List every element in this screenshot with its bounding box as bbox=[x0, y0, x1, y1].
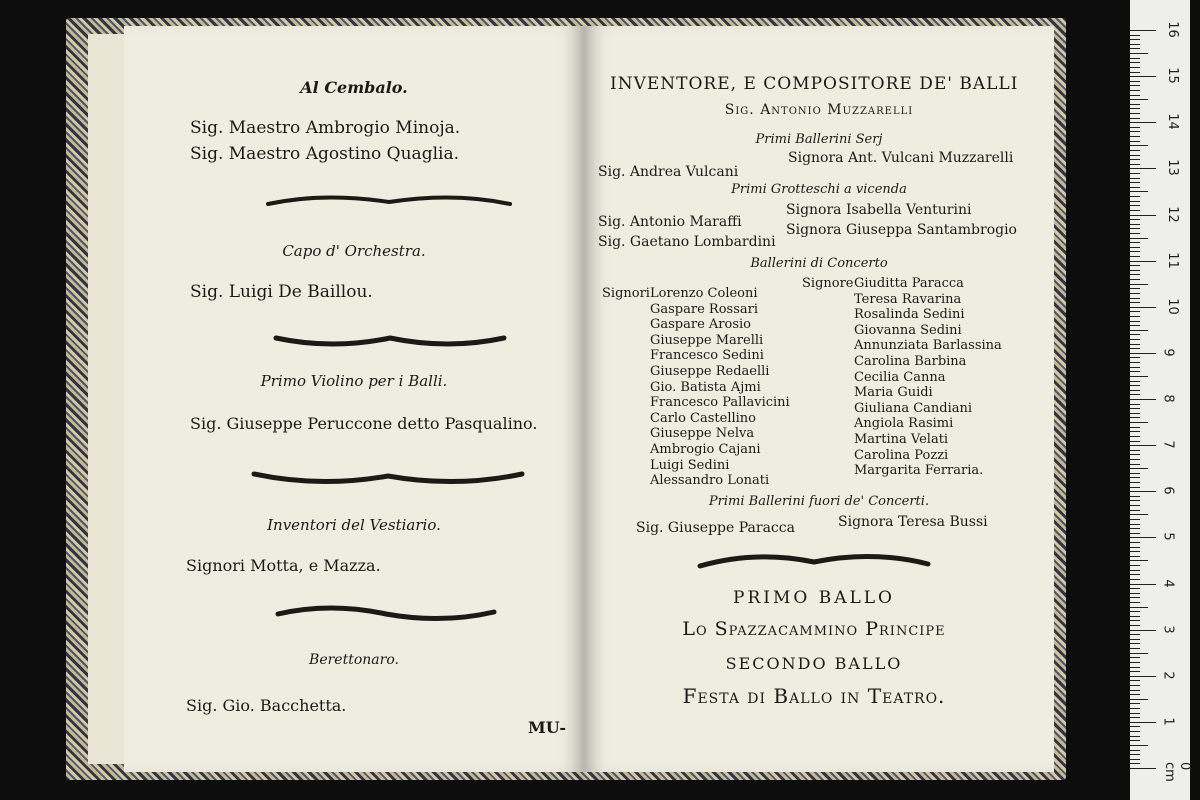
ruler-minor-tick bbox=[1130, 699, 1148, 700]
ruler-minor-tick bbox=[1130, 288, 1140, 289]
ruler-minor-tick bbox=[1130, 72, 1140, 73]
ruler-minor-tick bbox=[1130, 514, 1148, 515]
ruler-minor-tick bbox=[1130, 487, 1140, 488]
ruler-minor-tick bbox=[1130, 136, 1140, 137]
grotteschi-right-2: Signora Giuseppa Santambrogio bbox=[786, 222, 1017, 238]
ruler-minor-tick bbox=[1130, 694, 1140, 695]
ruler-minor-tick bbox=[1130, 201, 1140, 202]
ruler-minor-tick bbox=[1130, 653, 1148, 654]
grotteschi-right-1: Signora Isabella Venturini bbox=[786, 202, 972, 218]
ruler-minor-tick bbox=[1130, 556, 1140, 557]
ruler-minor-tick bbox=[1130, 662, 1140, 663]
ruler-minor-tick bbox=[1130, 302, 1140, 303]
ruler-minor-tick bbox=[1130, 44, 1140, 45]
ruler-label: 8 bbox=[1160, 394, 1176, 403]
ruler-minor-tick bbox=[1130, 759, 1140, 760]
ruler-minor-tick bbox=[1130, 242, 1140, 243]
ruler-label: 4 bbox=[1160, 578, 1176, 588]
ruler-minor-tick bbox=[1130, 708, 1140, 709]
ruler-minor-tick bbox=[1130, 371, 1140, 372]
ruler-label: 5 bbox=[1160, 532, 1176, 542]
ruler-tick bbox=[1130, 353, 1156, 354]
ruler-minor-tick bbox=[1130, 344, 1140, 345]
dancer-name: Rosalinda Sedini bbox=[854, 307, 965, 323]
ruler-minor-tick bbox=[1130, 551, 1140, 552]
ruler-minor-tick bbox=[1130, 717, 1140, 718]
ruler-minor-tick bbox=[1130, 625, 1140, 626]
ruler-minor-tick bbox=[1130, 238, 1148, 239]
ruler-minor-tick bbox=[1130, 394, 1140, 395]
ruler-minor-tick bbox=[1130, 155, 1140, 156]
ruler-minor-tick bbox=[1130, 528, 1140, 529]
ruler-minor-tick bbox=[1130, 362, 1140, 363]
ruler-minor-tick bbox=[1130, 648, 1140, 649]
ruler-minor-tick bbox=[1130, 348, 1140, 349]
ruler-minor-tick bbox=[1130, 247, 1140, 248]
ruler-label: 14 bbox=[1164, 113, 1180, 131]
dancer-name: Gaspare Rossari bbox=[650, 301, 758, 317]
cembalo-line-1: Sig. Maestro Ambrogio Minoja. bbox=[190, 118, 461, 138]
ruler-minor-tick bbox=[1130, 48, 1140, 49]
cembalo-heading: Al Cembalo. bbox=[300, 78, 408, 97]
ruler-label: 10 bbox=[1164, 297, 1180, 315]
ruler-minor-tick bbox=[1130, 196, 1140, 197]
ruler-minor-tick bbox=[1130, 602, 1140, 603]
ruler-label: 2 bbox=[1160, 671, 1176, 680]
serj-heading: Primi Ballerini Serj bbox=[755, 132, 883, 147]
dancer-name: Luigi Sedini bbox=[650, 457, 730, 473]
ruler-minor-tick bbox=[1130, 145, 1148, 146]
cembalo-line-2: Sig. Maestro Agostino Quaglia. bbox=[190, 144, 459, 164]
ruler-minor-tick bbox=[1130, 496, 1140, 497]
ruler-minor-tick bbox=[1130, 726, 1140, 727]
ruler-minor-tick bbox=[1130, 191, 1148, 192]
fuori-heading: Primi Ballerini fuori de' Concerti. bbox=[708, 494, 930, 509]
ruler-minor-tick bbox=[1130, 547, 1140, 548]
dancer-name: Cecilia Canna bbox=[854, 369, 946, 385]
vestiario-line-1: Signori Motta, e Mazza. bbox=[186, 556, 381, 575]
ruler-label: 7 bbox=[1160, 440, 1176, 449]
dancer-name: Teresa Ravarina bbox=[854, 291, 962, 307]
ruler-minor-tick bbox=[1130, 639, 1140, 640]
ruler-minor-tick bbox=[1130, 408, 1140, 409]
ruler-tick bbox=[1130, 168, 1156, 169]
ruler-minor-tick bbox=[1130, 150, 1140, 151]
ruler-label: 9 bbox=[1160, 348, 1176, 357]
ruler-label: 0 cm bbox=[1162, 762, 1192, 782]
ruler-minor-tick bbox=[1130, 477, 1140, 478]
ruler-minor-tick bbox=[1130, 680, 1140, 681]
ruler-tick bbox=[1130, 584, 1156, 585]
ruler-minor-tick bbox=[1130, 441, 1140, 442]
ruler-minor-tick bbox=[1130, 224, 1140, 225]
ruler-label: 13 bbox=[1164, 159, 1180, 177]
ruler-minor-tick bbox=[1130, 510, 1140, 511]
ruler-tick bbox=[1130, 537, 1156, 538]
ruler-minor-tick bbox=[1130, 357, 1140, 358]
ruler-minor-tick bbox=[1130, 657, 1140, 658]
ruler-minor-tick bbox=[1130, 519, 1140, 520]
ruler-minor-tick bbox=[1130, 274, 1140, 275]
dancer-name: Francesco Pallavicini bbox=[650, 395, 790, 411]
ruler-minor-tick bbox=[1130, 404, 1140, 405]
fuori-left: Sig. Giuseppe Paracca bbox=[636, 520, 795, 536]
ruler-minor-tick bbox=[1130, 436, 1140, 437]
ruler-minor-tick bbox=[1130, 228, 1140, 229]
ruler-minor-tick bbox=[1130, 413, 1140, 414]
dancer-name: Gio. Batista Ajmi bbox=[650, 379, 761, 395]
ruler-minor-tick bbox=[1130, 533, 1140, 534]
ruler-minor-tick bbox=[1130, 58, 1140, 59]
dancer-name: Maria Guidi bbox=[854, 385, 933, 401]
ruler-minor-tick bbox=[1130, 667, 1140, 668]
fuori-right: Signora Teresa Bussi bbox=[838, 514, 988, 530]
ruler-minor-tick bbox=[1130, 468, 1148, 469]
ruler-tick bbox=[1130, 445, 1156, 446]
primo-ballo-title: Lo Spazzacammino Principe bbox=[682, 618, 946, 640]
right-page bbox=[584, 26, 1054, 772]
grotteschi-left-2: Sig. Gaetano Lombardini bbox=[598, 234, 776, 250]
dancer-name: Francesco Sedini bbox=[650, 348, 764, 364]
dancer-name: Giuseppe Redaelli bbox=[650, 364, 770, 379]
ruler-minor-tick bbox=[1130, 643, 1140, 644]
ornament-divider bbox=[264, 190, 514, 212]
ruler-minor-tick bbox=[1130, 459, 1140, 460]
ruler-minor-tick bbox=[1130, 62, 1140, 63]
ruler-minor-tick bbox=[1130, 376, 1148, 377]
ruler-minor-tick bbox=[1130, 256, 1140, 257]
ruler-tick bbox=[1130, 215, 1156, 216]
ruler-minor-tick bbox=[1130, 265, 1140, 266]
orchestra-heading: Capo d' Orchestra. bbox=[282, 242, 426, 260]
ruler-minor-tick bbox=[1130, 524, 1140, 525]
berretto-heading: Berettonaro. bbox=[309, 652, 399, 668]
ruler-minor-tick bbox=[1130, 205, 1140, 206]
ruler-tick bbox=[1130, 30, 1156, 31]
dancer-name: Margarita Ferraria. bbox=[854, 463, 984, 479]
ruler-minor-tick bbox=[1130, 108, 1140, 109]
ruler-label: 16 bbox=[1164, 21, 1180, 38]
dancer-name: Giuliana Candiani bbox=[854, 400, 973, 416]
ruler-minor-tick bbox=[1130, 182, 1140, 183]
dancer-name: Giovanna Sedini bbox=[854, 322, 962, 338]
ruler-minor-tick bbox=[1130, 579, 1140, 580]
ruler-minor-tick bbox=[1130, 620, 1140, 621]
dancer-name: Giuseppe Nelva bbox=[650, 426, 755, 442]
ruler-minor-tick bbox=[1130, 118, 1140, 119]
violino-line-1: Sig. Giuseppe Peruccone detto Pasqualino. bbox=[190, 414, 538, 433]
ruler-minor-tick bbox=[1130, 690, 1140, 691]
ruler-label: 1 bbox=[1160, 717, 1176, 726]
ruler-minor-tick bbox=[1130, 417, 1140, 418]
ruler-minor-tick bbox=[1130, 671, 1140, 672]
ruler-minor-tick bbox=[1130, 39, 1140, 40]
ruler-minor-tick bbox=[1130, 464, 1140, 465]
ornament-divider bbox=[272, 328, 508, 352]
ruler-minor-tick bbox=[1130, 750, 1140, 751]
composer-name: Sig. Antonio Muzzarelli bbox=[724, 102, 914, 118]
ruler-minor-tick bbox=[1130, 316, 1140, 317]
secondo-ballo-heading: SECONDO BALLO bbox=[725, 654, 903, 673]
ruler-label: 15 bbox=[1164, 67, 1180, 84]
ruler-minor-tick bbox=[1130, 763, 1140, 764]
dancer-name: Annunziata Barlassina bbox=[854, 338, 1002, 354]
concerto-heading: Ballerini di Concerto bbox=[750, 256, 888, 271]
ruler-minor-tick bbox=[1130, 740, 1140, 741]
ruler-minor-tick bbox=[1130, 597, 1140, 598]
ruler-tick bbox=[1130, 768, 1156, 769]
ruler-minor-tick bbox=[1130, 293, 1140, 294]
ornament-divider bbox=[274, 602, 498, 626]
ruler-minor-tick bbox=[1130, 339, 1140, 340]
ruler-minor-tick bbox=[1130, 482, 1140, 483]
ruler-tick bbox=[1130, 399, 1156, 400]
ruler-minor-tick bbox=[1130, 219, 1140, 220]
ruler-minor-tick bbox=[1130, 542, 1140, 543]
ruler-minor-tick bbox=[1130, 173, 1140, 174]
ruler-minor-tick bbox=[1130, 67, 1140, 68]
ruler-minor-tick bbox=[1130, 570, 1140, 571]
ruler-minor-tick bbox=[1130, 270, 1140, 271]
secondo-ballo-title: Festa di Ballo in Teatro. bbox=[682, 684, 946, 708]
women-prefix: Signore bbox=[802, 276, 854, 291]
ruler-minor-tick bbox=[1130, 736, 1140, 737]
ruler-minor-tick bbox=[1130, 178, 1140, 179]
ruler-minor-tick bbox=[1130, 431, 1140, 432]
ruler-minor-tick bbox=[1130, 616, 1140, 617]
ruler-minor-tick bbox=[1130, 210, 1140, 211]
dancer-name: Lorenzo Coleoni bbox=[650, 286, 758, 301]
ruler-minor-tick bbox=[1130, 634, 1140, 635]
left-page bbox=[124, 26, 584, 772]
ruler-minor-tick bbox=[1130, 381, 1140, 382]
ruler-tick bbox=[1130, 122, 1156, 123]
ruler-minor-tick bbox=[1130, 113, 1140, 114]
ruler-minor-tick bbox=[1130, 251, 1140, 252]
ruler-label: 12 bbox=[1164, 205, 1180, 223]
ruler-minor-tick bbox=[1130, 713, 1140, 714]
ruler-minor-tick bbox=[1130, 427, 1140, 428]
ruler-tick bbox=[1130, 722, 1156, 723]
ruler-minor-tick bbox=[1130, 85, 1140, 86]
dancer-name: Gaspare Arosio bbox=[650, 317, 752, 333]
ruler-minor-tick bbox=[1130, 104, 1140, 105]
ruler-minor-tick bbox=[1130, 473, 1140, 474]
serj-right: Signora Ant. Vulcani Muzzarelli bbox=[788, 150, 1014, 166]
dancer-name: Carolina Pozzi bbox=[854, 447, 949, 463]
ruler-label: 3 bbox=[1160, 624, 1176, 634]
ruler-minor-tick bbox=[1130, 279, 1140, 280]
ruler-tick bbox=[1130, 676, 1156, 677]
ruler-minor-tick bbox=[1130, 611, 1140, 612]
ruler-minor-tick bbox=[1130, 298, 1140, 299]
ruler-minor-tick bbox=[1130, 703, 1140, 704]
ruler-tick bbox=[1130, 630, 1156, 631]
violino-heading: Primo Violino per i Balli. bbox=[260, 372, 448, 390]
dancer-name: Carolina Barbina bbox=[854, 354, 967, 369]
serj-left: Sig. Andrea Vulcani bbox=[598, 164, 739, 180]
ruler-minor-tick bbox=[1130, 754, 1140, 755]
ruler-minor-tick bbox=[1130, 454, 1140, 455]
ruler-tick bbox=[1130, 491, 1156, 492]
catchword: MU- bbox=[528, 718, 567, 737]
ruler-minor-tick bbox=[1130, 593, 1140, 594]
ruler-minor-tick bbox=[1130, 53, 1148, 54]
ruler-tick bbox=[1130, 307, 1156, 308]
ruler-minor-tick bbox=[1130, 560, 1148, 561]
ruler-minor-tick bbox=[1130, 745, 1148, 746]
ruler-tick bbox=[1130, 261, 1156, 262]
ruler-minor-tick bbox=[1130, 505, 1140, 506]
ornament-divider bbox=[696, 550, 932, 574]
grotteschi-heading: Primi Grotteschi a vicenda bbox=[731, 182, 907, 197]
ornament-divider bbox=[250, 466, 526, 490]
ruler-minor-tick bbox=[1130, 164, 1140, 165]
ruler-minor-tick bbox=[1130, 311, 1140, 312]
ruler-minor-tick bbox=[1130, 321, 1140, 322]
ruler-minor-tick bbox=[1130, 35, 1140, 36]
page-title: INVENTORE, E COMPOSITORE DE' BALLI bbox=[610, 74, 1019, 94]
ruler-minor-tick bbox=[1130, 141, 1140, 142]
ruler-minor-tick bbox=[1130, 81, 1140, 82]
dancer-name: Ambrogio Cajani bbox=[650, 442, 761, 457]
ruler-minor-tick bbox=[1130, 390, 1140, 391]
ruler-minor-tick bbox=[1130, 284, 1148, 285]
ruler-minor-tick bbox=[1130, 607, 1148, 608]
dancer-name: Martina Velati bbox=[854, 432, 949, 447]
dancer-name: Alessandro Lonati bbox=[650, 473, 770, 489]
ruler-minor-tick bbox=[1130, 450, 1140, 451]
ruler-minor-tick bbox=[1130, 500, 1140, 501]
ruler-minor-tick bbox=[1130, 159, 1140, 160]
grotteschi-left-1: Sig. Antonio Maraffi bbox=[598, 214, 742, 230]
primo-ballo-heading: PRIMO BALLO bbox=[733, 588, 895, 608]
dancer-name: Giuditta Paracca bbox=[854, 276, 964, 291]
ruler-minor-tick bbox=[1130, 731, 1140, 732]
orchestra-line-1: Sig. Luigi De Baillou. bbox=[190, 282, 373, 302]
berretto-line-1: Sig. Gio. Bacchetta. bbox=[186, 696, 347, 715]
ruler-minor-tick bbox=[1130, 187, 1140, 188]
ruler-minor-tick bbox=[1130, 422, 1148, 423]
ruler-minor-tick bbox=[1130, 127, 1140, 128]
ruler-minor-tick bbox=[1130, 233, 1140, 234]
ruler-minor-tick bbox=[1130, 588, 1140, 589]
men-prefix: Signori bbox=[602, 286, 650, 301]
dancer-name: Giuseppe Marelli bbox=[650, 332, 764, 348]
ruler-minor-tick bbox=[1130, 325, 1140, 326]
ruler-label: 6 bbox=[1160, 486, 1176, 495]
dancer-name: Angiola Rasimi bbox=[854, 416, 954, 432]
ruler-label: 11 bbox=[1164, 251, 1180, 269]
ruler-minor-tick bbox=[1130, 90, 1140, 91]
ruler-minor-tick bbox=[1130, 565, 1140, 566]
ruler-minor-tick bbox=[1130, 330, 1148, 331]
ruler-minor-tick bbox=[1130, 99, 1148, 100]
ruler-tick bbox=[1130, 76, 1156, 77]
ruler-minor-tick bbox=[1130, 685, 1140, 686]
ruler-minor-tick bbox=[1130, 574, 1140, 575]
dancer-name: Carlo Castellino bbox=[650, 410, 756, 426]
vestiario-heading: Inventori del Vestiario. bbox=[267, 516, 441, 534]
measurement-ruler bbox=[1130, 0, 1190, 800]
ruler-minor-tick bbox=[1130, 131, 1140, 132]
ruler-minor-tick bbox=[1130, 334, 1140, 335]
ruler-minor-tick bbox=[1130, 367, 1140, 368]
ruler-minor-tick bbox=[1130, 95, 1140, 96]
ruler-minor-tick bbox=[1130, 385, 1140, 386]
